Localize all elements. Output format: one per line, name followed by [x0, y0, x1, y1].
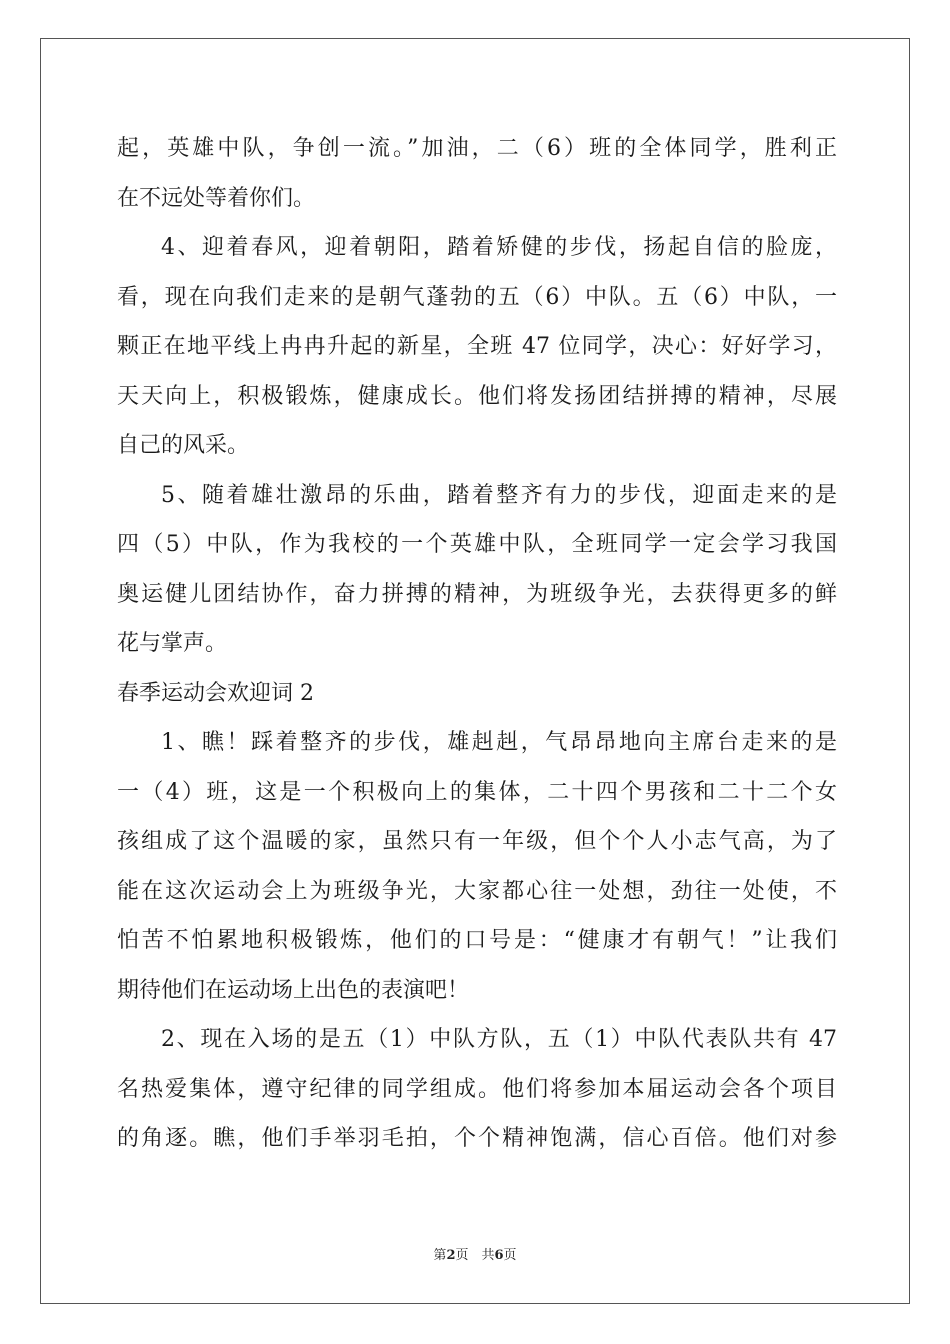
text-line: 花与掌声。 — [117, 631, 228, 656]
text-line: 看，现在向我们走来的是朝气蓬勃的五（6）中队。五（6）中队，一 — [117, 284, 837, 310]
current-page-number: 2 — [446, 1248, 456, 1263]
text-line: 5、随着雄壮激昂的乐曲，踏着整齐有力的步伐，迎面走来的是 — [161, 482, 837, 508]
text-line: 奥运健儿团结协作，奋力拼搏的精神，为班级争光，去获得更多的鲜 — [117, 581, 837, 607]
footer-mid: 页 共 — [455, 1248, 495, 1263]
text-line: 自己的风采。 — [117, 433, 250, 458]
text-line: 的角逐。瞧，他们手举羽毛拍，个个精神饱满，信心百倍。他们对参 — [117, 1126, 837, 1151]
text-line: 能在这次运动会上为班级争光，大家都心往一处想，劲往一处使，不 — [117, 878, 837, 904]
text-line: 怕苦不怕累地积极锻炼，他们的口号是：“健康才有朝气！”让我们 — [117, 928, 837, 953]
total-page-number: 6 — [494, 1248, 504, 1263]
text-line: 在不远处等着你们。 — [117, 185, 316, 211]
text-line: 四（5）中队，作为我校的一个英雄中队，全班同学一定会学习我国 — [117, 532, 837, 557]
text-line: 起，英雄中队，争创一流。”加油，二（6）班的全体同学，胜利正 — [117, 136, 837, 161]
text-line: 4、迎着春风，迎着朝阳，踏着矫健的步伐，扬起自信的脸庞， — [161, 235, 837, 260]
text-line: 天天向上，积极锻炼，健康成长。他们将发扬团结拼搏的精神，尽展 — [117, 383, 837, 409]
text-line: 名热爱集体，遵守纪律的同学组成。他们将参加本届运动会各个项目 — [117, 1076, 837, 1102]
section-heading: 春季运动会欢迎词 2 — [117, 680, 314, 706]
footer-prefix: 第 — [433, 1248, 447, 1263]
text-line: 孩组成了这个温暖的家，虽然只有一年级，但个个人小志气高，为了 — [117, 829, 837, 854]
text-line: 颗正在地平线上冉冉升起的新星，全班 47 位同学，决心：好好学习， — [117, 334, 837, 359]
page-footer — [0, 1244, 950, 1263]
text-line: 2、现在入场的是五（1）中队方队，五（1）中队代表队共有 47 — [161, 1027, 837, 1052]
text-line: 一（4）班，这是一个积极向上的集体，二十四个男孩和二十二个女 — [117, 779, 837, 805]
text-line: 期待他们在运动场上出色的表演吧！ — [117, 977, 470, 1003]
text-line: 1、瞧！踩着整齐的步伐，雄赳赳，气昂昂地向主席台走来的是 — [161, 730, 837, 755]
document-body — [117, 124, 837, 1164]
footer-suffix: 页 — [503, 1248, 517, 1263]
